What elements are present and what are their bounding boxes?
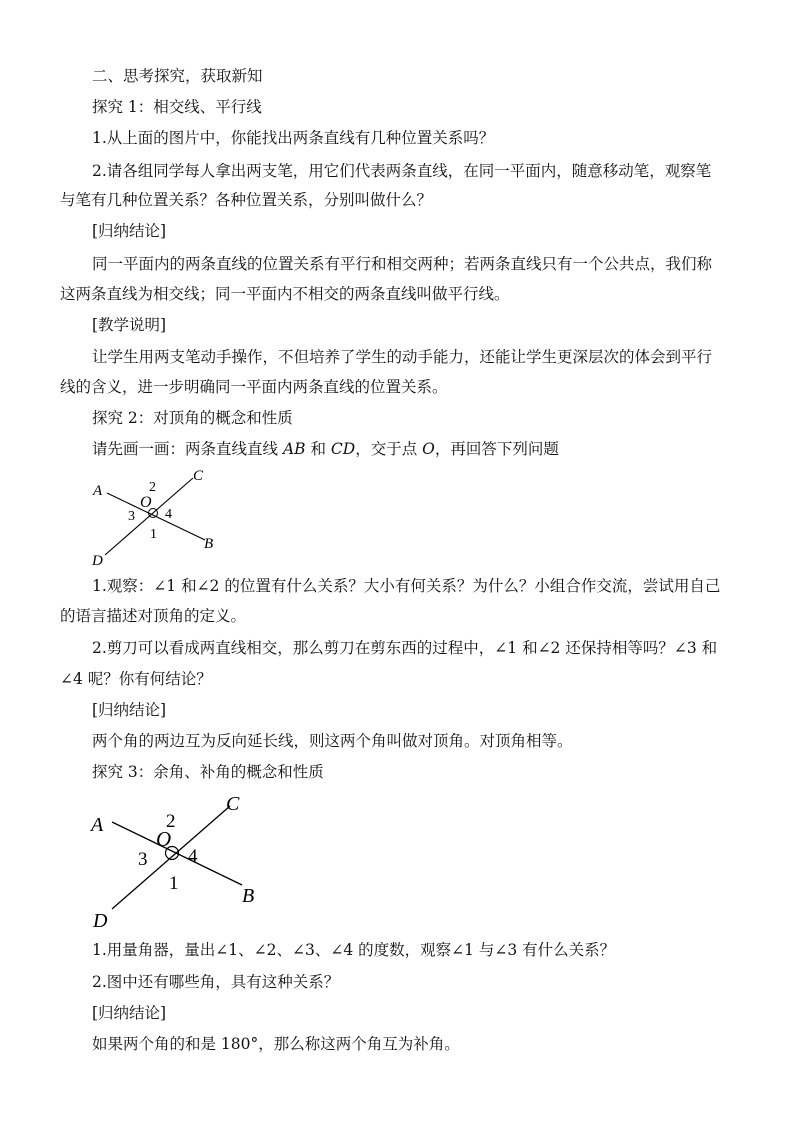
- inquiry3-title: 探究 3：余角、补角的概念和性质: [92, 763, 324, 781]
- label-angle-3: 3: [138, 849, 148, 870]
- label-b: B: [242, 885, 255, 907]
- inquiry1-question2-line2: 与笔有几种位置关系？各种位置关系，分别叫做什么？: [60, 191, 433, 209]
- inquiry2-summary: 两个角的两边互为反向延长线，则这两个角叫做对顶角。对顶角相等。: [92, 732, 573, 750]
- label-angle-1: 1: [169, 873, 179, 894]
- inquiry1-title: 探究 1：相交线、平行线: [92, 98, 262, 116]
- label-angle-2: 2: [149, 480, 156, 495]
- label-angle-3: 3: [128, 509, 135, 524]
- label-b: B: [204, 536, 214, 552]
- label-o: O: [140, 494, 152, 511]
- label-angle-1: 1: [150, 527, 157, 542]
- label-d: D: [92, 553, 103, 569]
- inquiry3-question2: 2.图中还有哪些角，具有这种关系？: [92, 973, 340, 991]
- section-title: 二、思考探究，获取新知: [92, 67, 263, 85]
- label-c: C: [226, 793, 240, 815]
- label-angle-2: 2: [166, 811, 176, 832]
- inquiry1-summary-line1: 同一平面内的两条直线的位置关系有平行和相交两种；若两条直线只有一个公共点，我们称: [92, 255, 713, 273]
- label-a: A: [93, 483, 103, 499]
- prompt-mid: ，交于点: [355, 440, 423, 458]
- prompt-o: O: [422, 440, 435, 458]
- inquiry1-summary-label: [归纳结论]: [92, 222, 167, 240]
- prompt-ab: AB: [282, 440, 306, 458]
- inquiry3-question1: 1.用量角器，量出∠1、∠2、∠3、∠4 的度数，观察∠1 与∠3 有什么关系？: [92, 941, 616, 959]
- intersecting-lines-figure-large: [85, 786, 275, 934]
- inquiry2-question2-line2: ∠4 呢？你有何结论？: [60, 670, 212, 688]
- inquiry2-prompt: [92, 439, 737, 460]
- prompt-cd: CD: [330, 440, 356, 458]
- inquiry1-teaching-line1: 让学生用两支笔动手操作，不但培养了学生的动手能力，还能让学生更深层次的体会到平行: [92, 348, 713, 366]
- inquiry1-question2-line1: 2.请各组同学每人拿出两支笔，用它们代表两条直线，在同一平面内，随意移动笔，观察笔: [92, 162, 712, 180]
- label-a: A: [91, 814, 104, 836]
- label-c: C: [193, 468, 204, 484]
- prompt-post: ，再回答下列问题: [434, 440, 559, 458]
- inquiry3-summary-label: [归纳结论]: [92, 1004, 167, 1022]
- label-d: D: [93, 910, 108, 932]
- inquiry3-summary: 如果两个角的和是 180°，那么称这两个角互为补角。: [92, 1035, 460, 1053]
- inquiry1-teaching-label: [教学说明]: [92, 316, 167, 334]
- inquiry2-question1-line2: 的语言描述对顶角的定义。: [60, 607, 247, 625]
- intersecting-lines-figure-small: [85, 462, 225, 572]
- inquiry2-question2-line1: 2.剪刀可以看成两直线相交，那么剪刀在剪东西的过程中，∠1 和∠2 还保持相等吗？∠3 和: [92, 639, 718, 657]
- inquiry1-summary-line2: 这两条直线为相交线；同一平面内不相交的两条直线叫做平行线。: [60, 285, 510, 303]
- prompt-text: 请先画一画：两条直线直线: [92, 440, 283, 458]
- prompt-and: 和: [305, 440, 331, 458]
- inquiry1-teaching-line2: 线的含义，进一步明确同一平面内两条直线的位置关系。: [60, 378, 448, 396]
- label-o: O: [156, 827, 172, 851]
- inquiry2-question1-line1: 1.观察：∠1 和∠2 的位置有什么关系？大小有何关系？为什么？小组合作交流，尝试用自己: [92, 577, 721, 595]
- label-angle-4: 4: [165, 507, 172, 522]
- inquiry2-title: 探究 2：对顶角的概念和性质: [92, 409, 293, 427]
- inquiry2-summary-label: [归纳结论]: [92, 701, 167, 719]
- label-angle-4: 4: [188, 846, 198, 867]
- inquiry1-question1: 1.从上面的图片中，你能找出两条直线有几种位置关系吗？: [92, 129, 495, 147]
